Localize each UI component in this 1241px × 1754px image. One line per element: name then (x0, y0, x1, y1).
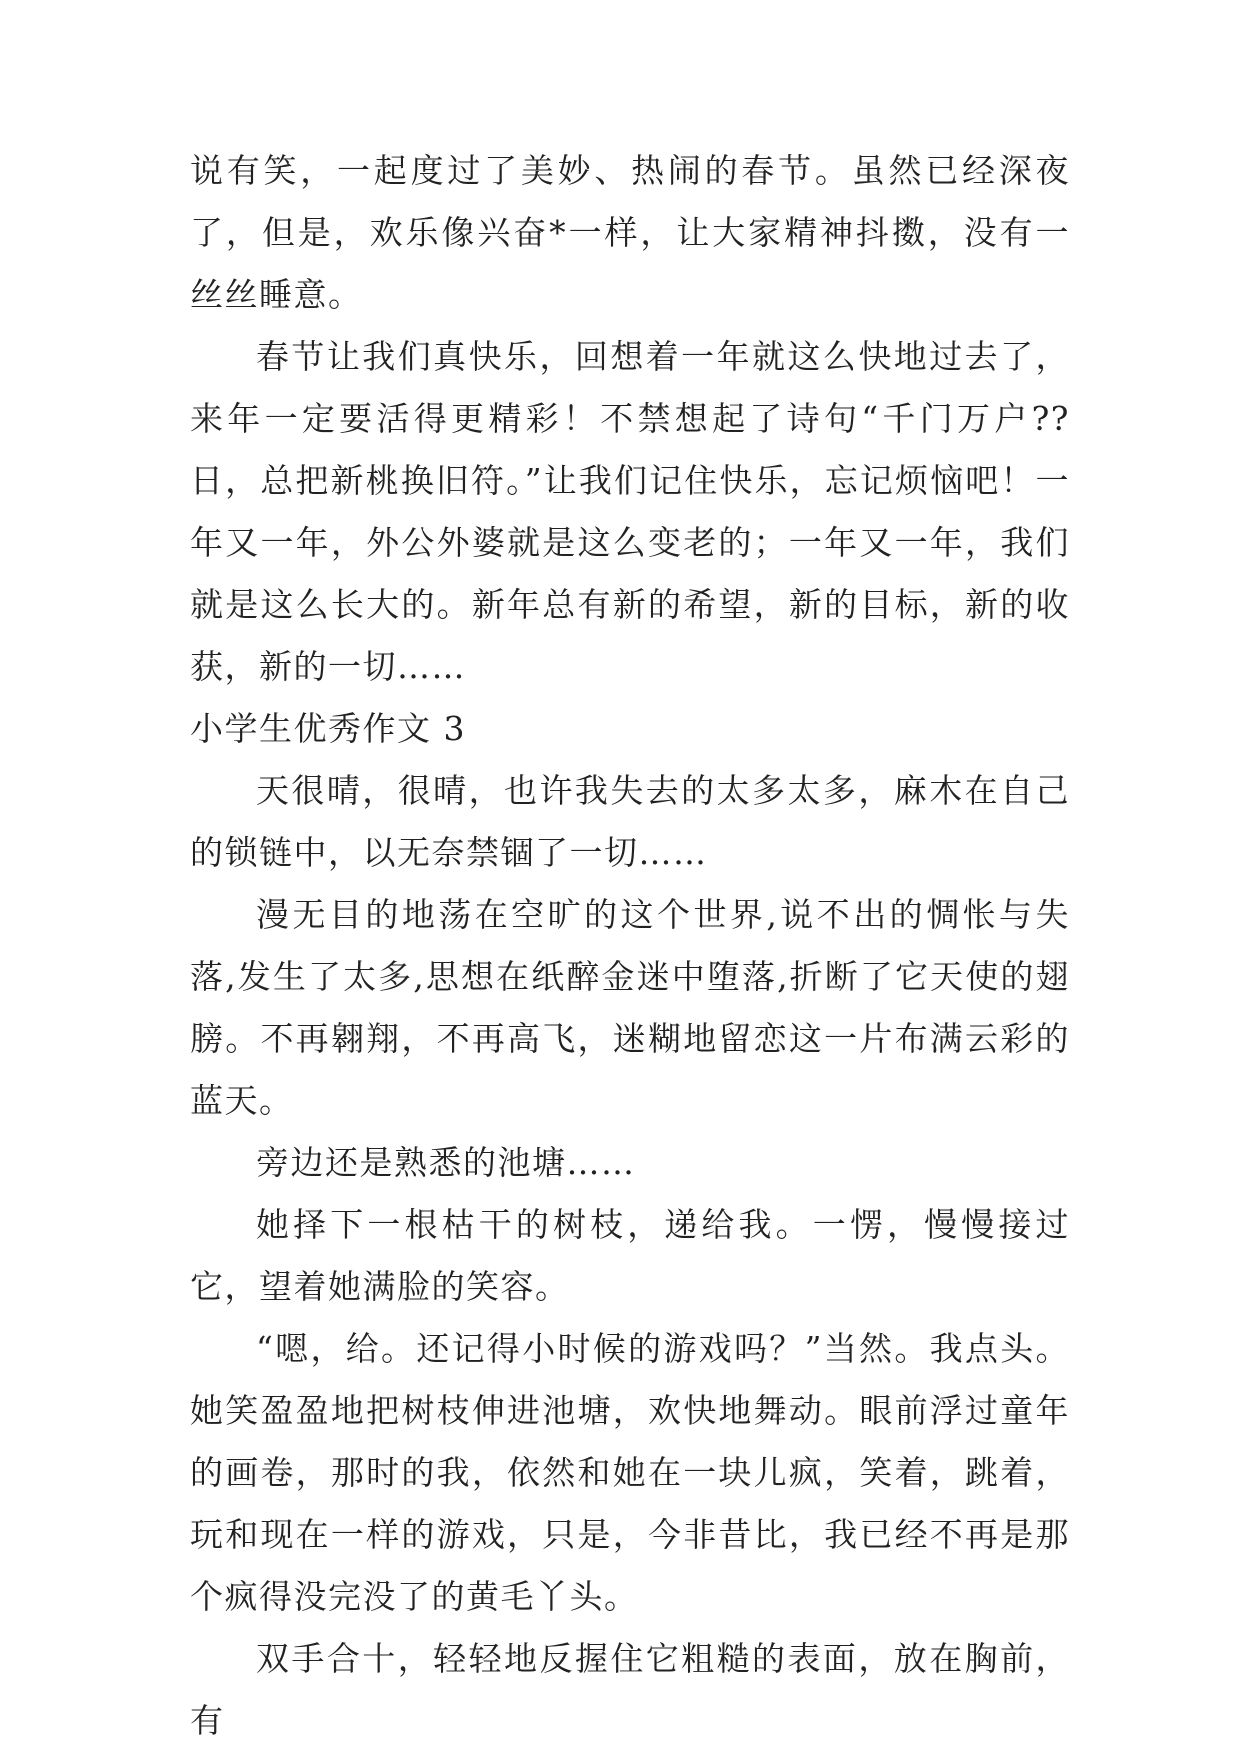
paragraph-continued: 说有笑，一起度过了美妙、热闹的春节。虽然已经深夜了，但是，欢乐像兴奋*一样，让大家精神抖擞，没有一丝丝睡意。 (190, 151, 1070, 314)
paragraph: 天很晴，很晴，也许我失去的太多太多，麻木在自己的锁链中，以无奈禁锢了一切…… (190, 771, 1070, 872)
paragraph: “嗯，给。还记得小时候的游戏吗？”当然。我点头。她笑盈盈地把树枝伸进池塘，欢快地舞动。眼前浮过童年的画卷，那时的我，依然和她在一块儿疯，笑着，跳着，玩和现在一样的游戏，只是，今非昔比，我已经不再是那个疯得没完没了的黄毛丫头。 (190, 1329, 1070, 1616)
paragraph: 她择下一根枯干的树枝，递给我。一愣，慢慢接过它，望着她满脸的笑容。 (190, 1205, 1070, 1306)
paragraph: 春节让我们真快乐，回想着一年就这么快地过去了，来年一定要活得更精彩！不禁想起了诗句“千门万户??日，总把新桃换旧符。”让我们记住快乐，忘记烦恼吧！一年又一年，外公外婆就是这么变老的；一年又一年，我们就是这么长大的。新年总有新的希望，新的目标，新的收获，新的一切…… (190, 337, 1070, 686)
document-page (190, 140, 1070, 1752)
paragraph: 双手合十，轻轻地反握住它粗糙的表面，放在胸前，有 (190, 1639, 1070, 1740)
paragraph: 漫无目的地荡在空旷的这个世界,说不出的惆怅与失落,发生了太多,思想在纸醉金迷中堕落,折断了它天使的翅膀。不再翱翔，不再高飞，迷糊地留恋这一片布满云彩的蓝天。 (190, 895, 1070, 1120)
paragraph: 旁边还是熟悉的池塘…… (256, 1143, 636, 1182)
section-title: 小学生优秀作文 3 (190, 709, 466, 748)
